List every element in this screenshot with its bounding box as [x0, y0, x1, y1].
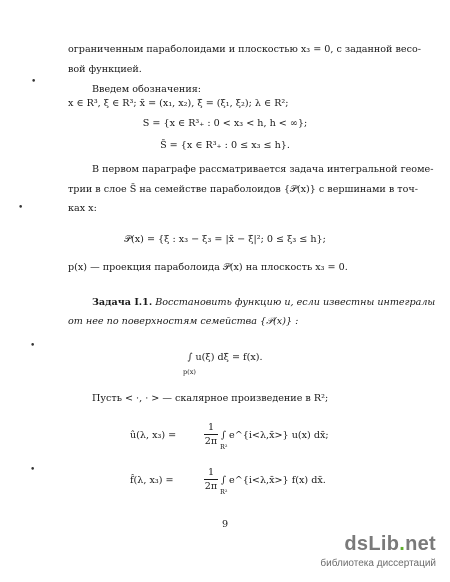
- integral-subscript: p(x): [183, 368, 196, 376]
- logo-main: dsLib: [344, 533, 400, 555]
- text-line: ограниченным параболоидами и плоскостью x₃ = 0, с заданной весо-: [68, 44, 421, 55]
- text-line: трии в слое S̄ на семействе параболоидов {𝒫(x)} с вершинами в точ-: [68, 184, 418, 195]
- equation-S-bar: S̄ = {x ∈ R³₊ : 0 ≤ x₃ ≤ h}.: [160, 140, 290, 151]
- margin-mark: •: [30, 341, 36, 351]
- text-line: Пусть < ·, · > — скалярное произведение в R²;: [92, 393, 329, 404]
- text-line: p(x) — проекция параболоида 𝒫(x) на плоскость x₃ = 0.: [68, 262, 348, 273]
- logo-dot: .: [399, 533, 406, 555]
- margin-mark: •: [30, 465, 36, 475]
- task-line-1: [92, 297, 435, 309]
- task-label: Задача I.1.: [92, 297, 153, 308]
- text-line: Введем обозначения:: [92, 84, 201, 95]
- watermark: [316, 533, 436, 573]
- watermark-logo: [344, 533, 436, 556]
- page-number: 9: [221, 519, 229, 530]
- fraction-bar: [204, 479, 218, 480]
- task-text: Восстановить функцию u, если известны интегралы: [155, 297, 436, 308]
- text-line: ках x:: [68, 203, 97, 214]
- equation-integral: ∫ u(ξ) dξ̄ = f(x).: [187, 352, 263, 363]
- text-line: В первом параграфе рассматривается задача интегральной геоме-: [92, 164, 434, 175]
- task-line-2: от нее по поверхностям семейства {𝒫(x)} :: [68, 316, 299, 327]
- equation-fourier-u-rhs: ∫ e^{i<λ,x̄>} u(x) dx̄;: [221, 430, 329, 441]
- fraction-numerator: 1: [207, 467, 215, 478]
- fraction-bar: [204, 434, 218, 435]
- equation-S: S = {x ∈ R³₊ : 0 < x₃ < h, h < ∞};: [142, 118, 308, 129]
- text-line: вой функцией.: [68, 64, 142, 75]
- margin-mark: •: [18, 203, 24, 213]
- equation-fourier-u-lhs: û(λ, x₃) =: [130, 430, 177, 441]
- notation-line: x ∈ R³, ξ ∈ R³; x̄ = (x₁, x₂), ξ̄ = (ξ₁, ξ₂); λ ∈ R²;: [68, 98, 289, 109]
- integral-subscript: R²: [220, 443, 228, 451]
- fraction-numerator: 1: [207, 422, 215, 433]
- equation-fourier-f-rhs: ∫ e^{i<λ,x̄>} f(x) dx̄.: [221, 475, 326, 486]
- margin-mark: •: [31, 77, 37, 87]
- watermark-subtitle: библиотека диссертаций: [320, 558, 436, 569]
- fraction-denominator: 2π: [204, 436, 218, 447]
- logo-tld: net: [405, 533, 436, 555]
- fraction-denominator: 2π: [204, 481, 218, 492]
- integral-subscript: R²: [220, 488, 228, 496]
- equation-fourier-f-lhs: f̂(λ, x₃) =: [130, 475, 174, 486]
- equation-paraboloid: 𝒫(x) = {ξ : x₃ − ξ₃ = |x̄ − ξ̄|²; 0 ≤ ξ₃ ≤ h};: [124, 234, 326, 245]
